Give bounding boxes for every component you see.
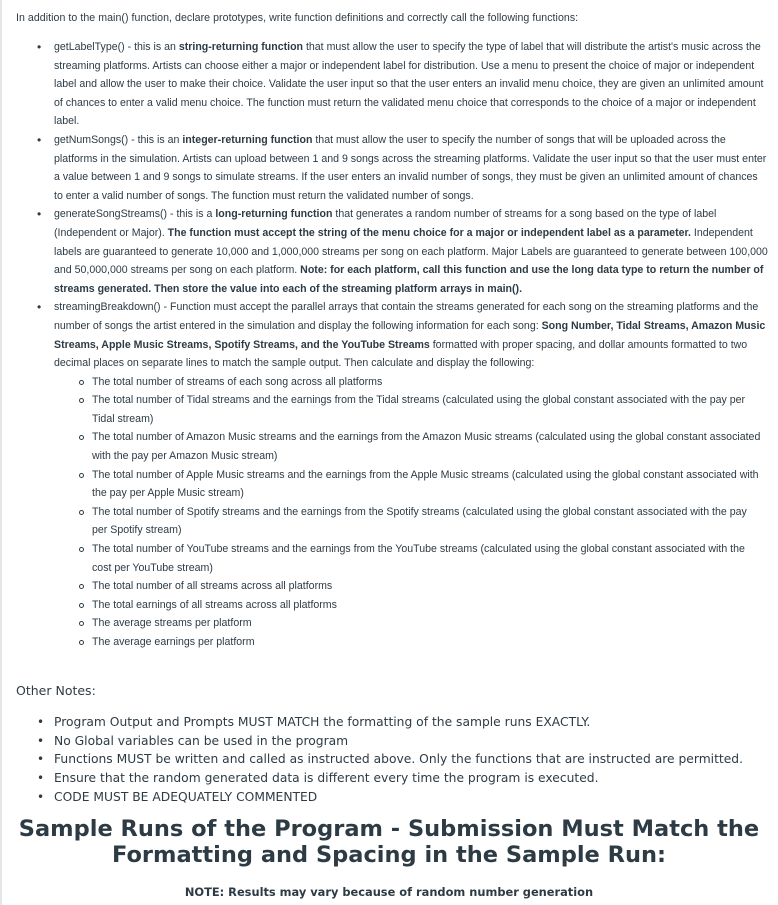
sample-runs-heading: Sample Runs of the Program - Submission Must Match the Formatting and Spacing in the Sample Run:: [18, 816, 760, 868]
requirement-generatesongstreams: • generateSongStreams() - this is a long-returning function that generates a random number of streams for a song based on the type of label (Independent or Major). The function must accept the string of the menu choice for a major or independent label as a parameter. Independent labels are guaranteed to generate 10,000 and 1,000,000 streams per song on each platform. Major Labels are guaranteed to generate between 100,000 and 50,000,000 streams per song on each platform. Note: for each platform, call this function and use the long data type to return the number of streams generated. Then store the value into each of the streaming platform arrays in main().: [54, 205, 778, 298]
breakdown-item: The total number of Apple Music streams and the earnings from the Apple Music streams (calculated using the global constant associated with the pay per Apple Music stream): [92, 466, 768, 503]
other-notes-title: Other Notes:: [16, 683, 96, 698]
breakdown-item: The total number of Spotify streams and the earnings from the Spotify streams (calculated using the global constant associated with the pay per Spotify stream): [92, 503, 768, 540]
breakdown-item: The average streams per platform: [92, 614, 768, 633]
note-item: • Functions MUST be written and called as instructed above. Only the functions that are instructed are permitted.: [54, 750, 778, 769]
breakdown-item: The total number of all streams across all platforms: [92, 577, 768, 596]
breakdown-item: The total earnings of all streams across all platforms: [92, 596, 768, 615]
breakdown-item: The total number of YouTube streams and the earnings from the YouTube streams (calculated using the global constant associated with the cost per YouTube stream): [92, 540, 768, 577]
note-item: • CODE MUST BE ADEQUATELY COMMENTED: [54, 788, 778, 807]
requirement-getnumsongs: • getNumSongs() - this is an integer-returning function that must allow the user to specify the number of songs that will be uploaded across the platforms in the simulation. Artists can upload between 1 and 9 songs across the streaming platforms. Validate the user input so that the user must enter a value between 1 and 9 songs to simulate streams. If the user enters an invalid number of songs, they must be given an unlimited amount of chances to enter a valid number of songs. The function must return the validated number of songs.: [54, 131, 778, 205]
note-item: • Program Output and Prompts MUST MATCH the formatting of the sample runs EXACTLY.: [54, 713, 778, 732]
intro-text: In addition to the main() function, declare prototypes, write function definitions and correctly call the following functions:: [16, 12, 579, 24]
requirement-getlabeltype: • getLabelType() - this is an string-returning function that must allow the user to specify the type of label that will distribute the artist's music across the streaming platforms. Artists can choose either a major or independent label for distribution. Use a menu to present the choice of major or independent label and allow the user to make their choice. Validate the user input so that the user enters an invalid menu choice, they are given an unlimited amount of chances to enter a valid menu choice. The function must return the validated menu choice that corresponds to the choice of a major or independent label.: [54, 38, 778, 131]
other-notes-list: [0, 713, 778, 807]
breakdown-item: The total number of Tidal streams and the earnings from the Tidal streams (calculated using the global constant associated with the pay per Tidal stream): [92, 391, 768, 428]
note-item: • No Global variables can be used in the program: [54, 732, 778, 751]
note-item: • Ensure that the random generated data is different every time the program is executed.: [54, 769, 778, 788]
requirement-streamingbreakdown: • streamingBreakdown() - Function must accept the parallel arrays that contain the streams generated for each song on the streaming platforms and the number of songs the artist entered in the simulation and display the following information for each song: Song Number, Tidal Streams, Amazon Music Streams, Apple Music Streams, Spotify Streams, and the YouTube Streams formatted with proper spacing, and dollar amounts formatted to two decimal places on separate lines to match the sample output. Then calculate and display the following: The total number of streams of each song across all platforms The total number of Tidal streams and the earnings from the Tidal streams (calculated using the global constant associated with the pay per Tidal stream) The total number of Amazon Music streams and the earnings from the Amazon Music streams (calculated using the global constant associated with the pay per Amazon Music stream) The total number of Apple Music streams and the earnings from the Apple Music streams (calculated using the global constant associated with the pay per Apple Music stream) The total number of Spotify streams and the earnings from the Spotify streams (calculated using the global constant associated with the pay per Spotify stream) The total number of YouTube streams and the earnings from the YouTube streams (calculated using the global constant associated with the cost per YouTube stream) The total number of all streams across all platforms The total earnings of all streams across all platforms The average streams per platform The average earnings per platform: [54, 298, 778, 651]
breakdown-item: The total number of streams of each song across all platforms: [92, 373, 768, 392]
breakdown-item: The average earnings per platform: [92, 633, 768, 652]
breakdown-item: The total number of Amazon Music streams and the earnings from the Amazon Music streams (calculated using the global constant associated with the pay per Amazon Music stream): [92, 428, 768, 465]
function-requirements-list: [0, 38, 778, 652]
breakdown-sublist: [54, 373, 768, 652]
random-results-note: NOTE: Results may vary because of random number generation: [184, 885, 594, 899]
